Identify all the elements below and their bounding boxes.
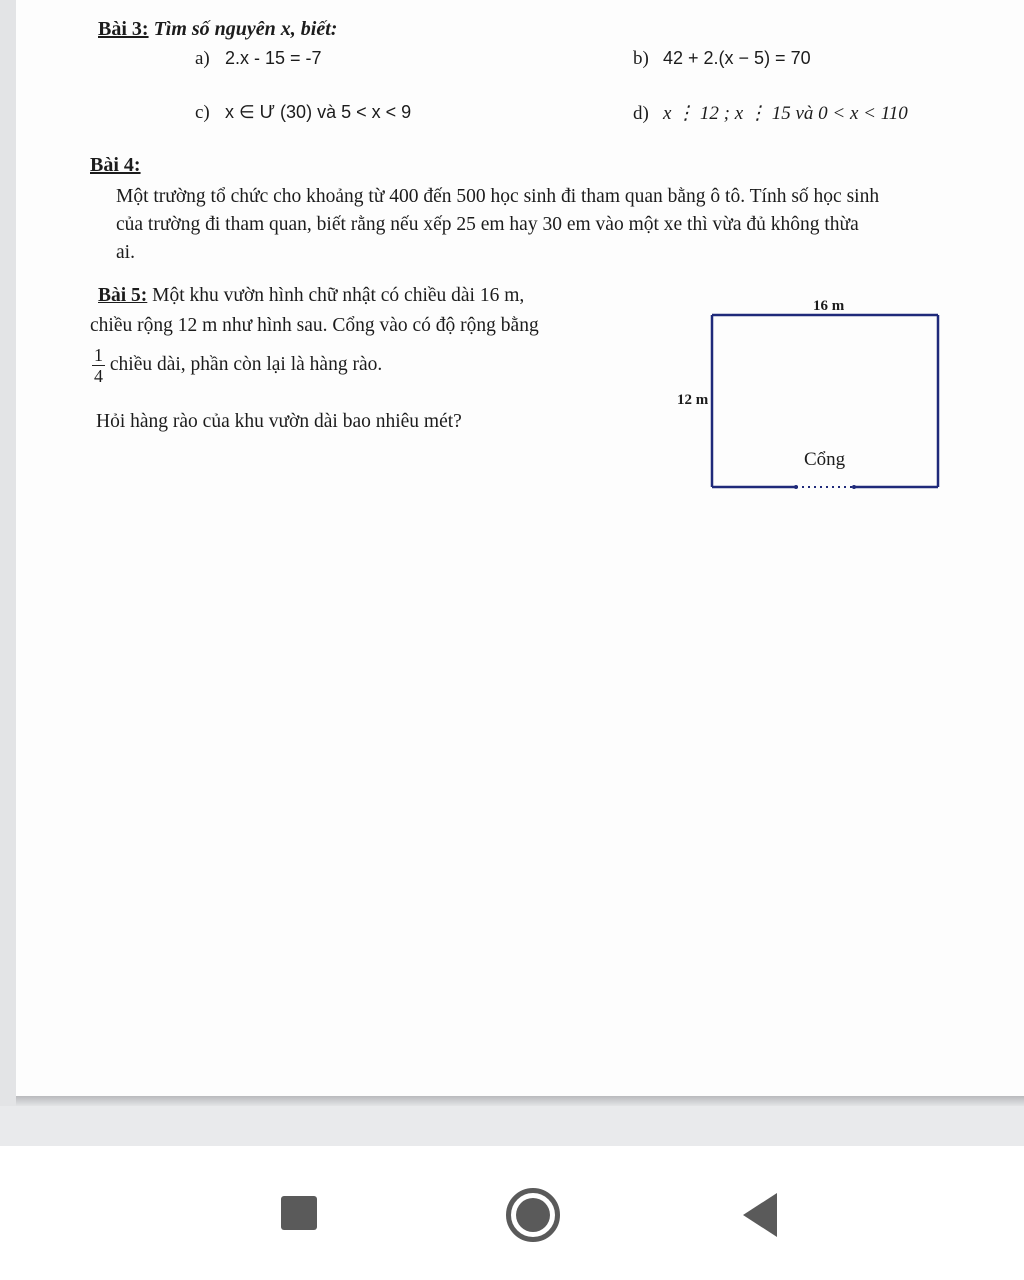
circle-icon[interactable] <box>506 1188 560 1242</box>
bai5-line-3 <box>92 345 382 386</box>
bai3-item-d <box>633 102 908 125</box>
bai3-title-text: Tìm số nguyên x, biết: <box>148 18 338 40</box>
item-label: d) <box>633 103 649 124</box>
bai3-title <box>98 18 337 41</box>
bai5-title: Bài 5: <box>98 285 148 306</box>
bai5-line-1 <box>98 282 524 310</box>
bai4-line-3: ai. <box>116 242 135 263</box>
fraction-numerator: 1 <box>94 345 103 365</box>
item-expression: 42 + 2.(x − 5) = 70 <box>663 48 811 68</box>
gate-endpoint-left <box>794 485 798 489</box>
bai4-line-2: của trường đi tham quan, biết rằng nếu xếp 25 em hay 30 em vào một xe thì vừa đủ không thừa <box>116 214 859 235</box>
fraction <box>92 345 105 386</box>
bai3-item-a <box>195 48 322 70</box>
item-expression: x ∈ Ư (30) và 5 < x < 9 <box>225 102 412 122</box>
bai5-line1-text: Một khu vườn hình chữ nhật có chiều dài 16 m, <box>147 285 525 306</box>
bai5-line-2: chiều rộng 12 m như hình sau. Cổng vào có độ rộng bằng <box>90 315 539 336</box>
document-page <box>16 0 1024 1096</box>
square-icon[interactable] <box>281 1196 317 1230</box>
page-bottom-shadow <box>16 1096 1024 1106</box>
item-expression: 2.x - 15 = -7 <box>225 48 322 68</box>
bai4-line-1: Một trường tổ chức cho khoảng từ 400 đến 500 học sinh đi tham quan bằng ô tô. Tính số học sinh <box>116 186 880 207</box>
length-label: 16 m <box>813 298 845 314</box>
bai5-line-4: Hỏi hàng rào của khu vườn dài bao nhiêu mét? <box>96 411 462 432</box>
page-left-edge <box>0 0 16 1106</box>
gate-endpoint-right <box>852 485 856 489</box>
bai3-item-c <box>195 102 411 124</box>
width-label: 12 m <box>677 392 709 408</box>
triangle-back-icon[interactable] <box>743 1193 777 1237</box>
fraction-denominator: 4 <box>94 366 103 386</box>
gate-label: Cổng <box>804 449 846 470</box>
bai3-title-label: Bài 3: <box>98 18 149 40</box>
item-label: a) <box>195 48 210 69</box>
item-label: c) <box>195 102 210 123</box>
bai5-line3-text: chiều dài, phần còn lại là hàng rào. <box>105 353 383 375</box>
item-expression: x ⋮ 12 ; x ⋮ 15 và 0 < x < 110 <box>663 103 908 124</box>
bai4-title: Bài 4: <box>90 154 141 176</box>
bai3-item-b <box>633 48 811 70</box>
item-label: b) <box>633 48 649 69</box>
